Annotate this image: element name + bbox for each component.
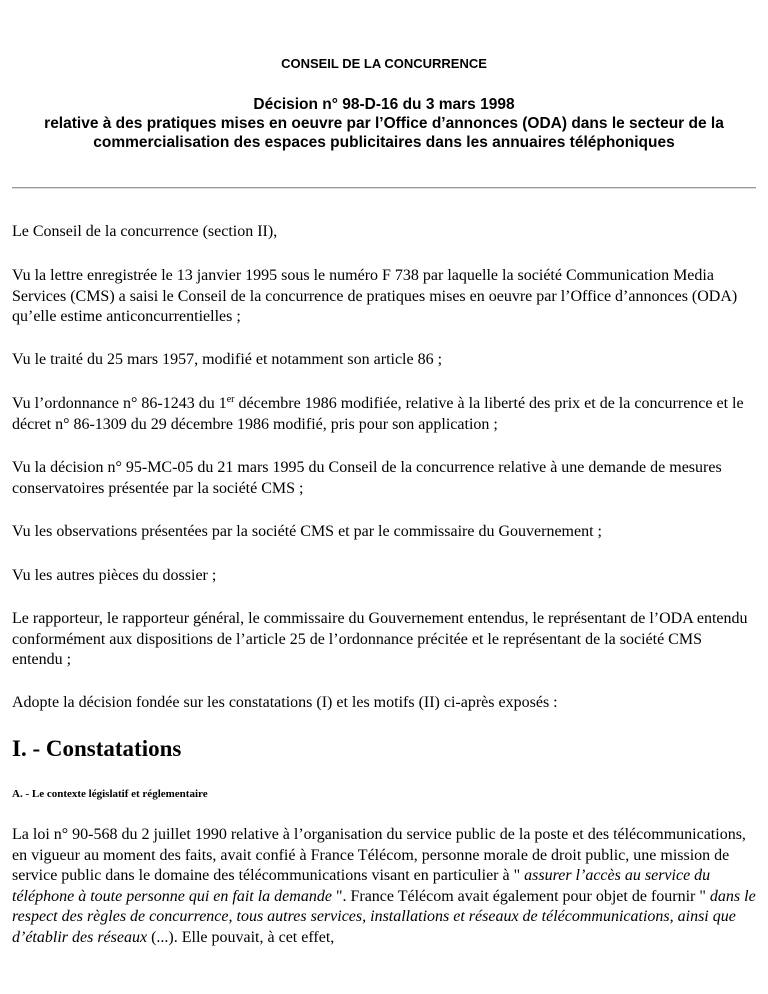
law-text-2: ". France Télécom avait également pour objet de fournir " (335, 887, 706, 905)
law-quote-1: assurer l’accès au service du téléphone à toute personne qui en fait la demande (12, 867, 711, 905)
title-line-2: relative à des pratiques mises en oeuvre par l’Office d’annonces (ODA) dans le secteur de la (44, 115, 724, 132)
paragraph-law (12, 825, 756, 948)
paragraph-decision-ref: Vu la décision n° 95-MC-05 du 21 mars 1995 du Conseil de la concurrence relative à une demande de mesures conservatoires présentée par la société CMS ; (12, 459, 722, 497)
ordinance-text-end: décembre 1986 modifiée, relative à la liberté des prix et de la concurrence et le décret n° 86-1309 du 29 décembre 1986 modifié, pris pour son application ; (12, 395, 744, 433)
section-heading: I. - Constatations (12, 736, 182, 761)
law-text-3: (...). Elle pouvait, à cet effet, (151, 928, 335, 946)
paragraph-observations: Vu les observations présentées par la société CMS et par le commissaire du Gouvernement ; (12, 523, 602, 540)
paragraph-letter: Vu la lettre enregistrée le 13 janvier 1995 sous le numéro F 738 par laquelle la société Communication Media Services (CMS) a saisi le Conseil de la concurrence de pratiques mises en oeuvre par l’Office d’annonces (ODA) qu’elle estime anticoncurrentielles ; (12, 267, 738, 325)
organization-name: CONSEIL DE LA CONCURRENCE (281, 56, 487, 71)
law-quote-2: dans le respect des règles de concurrence, tous autres services, installations et réseaux de télécommunications, ainsi que d’établir des réseaux (12, 887, 756, 946)
paragraph-other-documents: Vu les autres pièces du dossier ; (12, 567, 217, 584)
ordinance-text-start: Vu l’ordonnance n° 86-1243 du 1 (12, 395, 227, 412)
decision-title (0, 95, 768, 152)
paragraph-hearing: Le rapporteur, le rapporteur général, le commissaire du Gouvernement entendus, le représentant de l’ODA entendu conformément aux dispositions de l’article 25 de l’ordonnance précitée et le représentant de la société CMS entendu ; (12, 610, 748, 668)
ordinance-superscript: er (226, 394, 235, 405)
paragraph-ordinance (12, 394, 756, 435)
subsection-heading: A. - Le contexte législatif et réglementaire (12, 788, 208, 800)
title-line-1: Décision n° 98-D-16 du 3 mars 1998 (253, 96, 515, 113)
law-text-1: La loi n° 90-568 du 2 juillet 1990 relative à l’organisation du service public de la poste et des télécommunications, en vigueur au moment des faits, avait confié à France Télécom, personne morale de droit public, une mission de service public dans le domaine des télécommunications visant en particulier à " (12, 826, 746, 884)
paragraph-treaty: Vu le traité du 25 mars 1957, modifié et notamment son article 86 ; (12, 351, 443, 368)
paragraph-adoption: Adopte la décision fondée sur les constatations (I) et les motifs (II) ci-après exposés : (12, 694, 558, 711)
title-line-3: commercialisation des espaces publicitaires dans les annuaires téléphoniques (93, 134, 675, 151)
paragraph-intro: Le Conseil de la concurrence (section II), (12, 223, 278, 240)
horizontal-rule (12, 187, 756, 189)
